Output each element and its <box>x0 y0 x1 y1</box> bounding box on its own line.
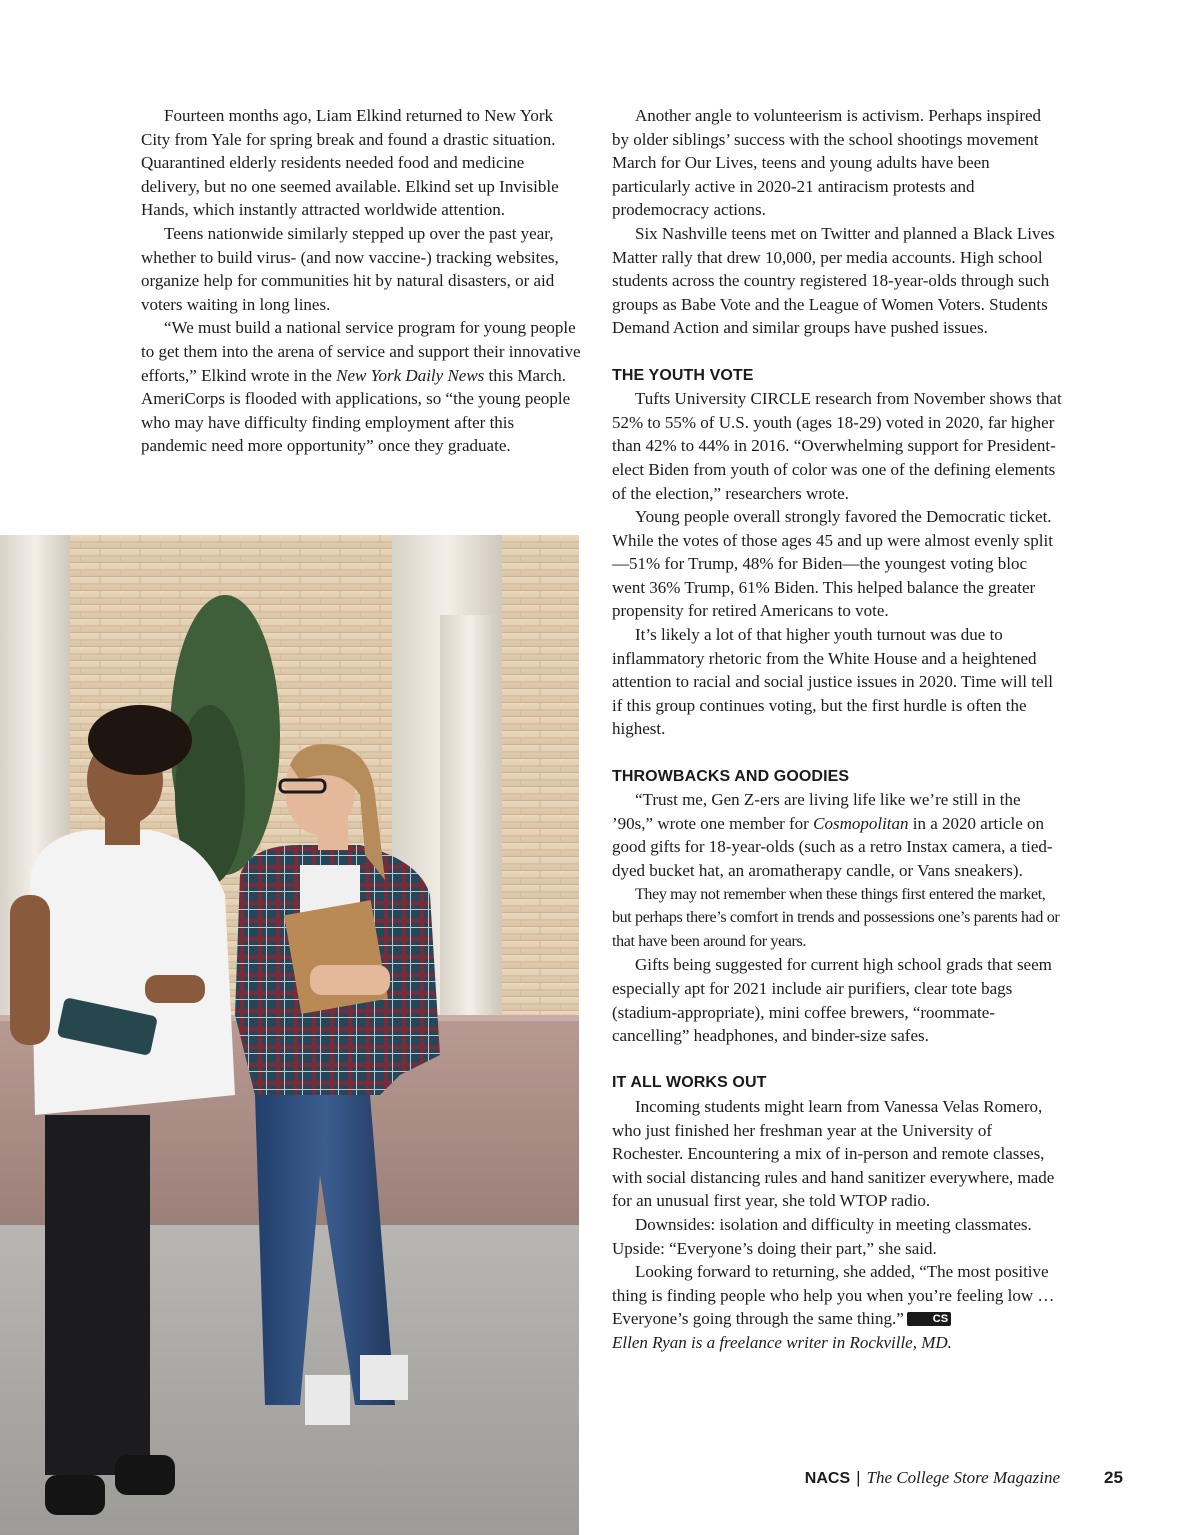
publication-name: New York Daily News <box>336 365 485 385</box>
page-footer <box>600 1467 1060 1490</box>
section-heading-throwbacks: THROWBACKS AND GOODIES <box>612 767 850 785</box>
paragraph-text: this March. AmeriCorps is flooded with applications, so “the young people who may have difficulty finding employment after this pandemic need more opportunity” once they graduate. <box>141 365 571 456</box>
end-mark-icon: CS <box>907 1312 951 1326</box>
section-heading-youth-vote: THE YOUTH VOTE <box>612 366 754 384</box>
footer-magazine-title: The College Store Magazine <box>866 1468 1060 1487</box>
paragraph: Young people overall strongly favored the Democratic ticket. While the votes of those ages 45 and up were almost evenly split—51% for Trump, 48% for Biden—the youngest voting bloc went 36% Trump, 61% Biden. This helped balance the greater propensity for retired Americans to vote. <box>612 507 1053 621</box>
paragraph: Gifts being suggested for current high school grads that seem especially apt for 2021 include air purifiers, clear tote bags (stadium-appropriate), mini coffee brewers, “roommate-cancelling” headphones, and binder-size safes. <box>612 955 1052 1046</box>
paragraph <box>612 788 1062 882</box>
paragraph: Downsides: isolation and difficulty in meeting classmates. Upside: “Everyone’s doing their part,” she said. <box>612 1214 1032 1258</box>
paragraph: Incoming students might learn from Vanessa Velas Romero, who just finished her freshman year at the University of Rochester. Encountering a mix of in-person and remote classes, with social distancing rules and hand sanitizer everywhere, made for an unusual first year, she told WTOP radio. <box>612 1096 1055 1211</box>
paragraph: Another angle to volunteerism is activism. Perhaps inspired by older siblings’ success with the school shootings movement March for Our Lives, teens and young adults have been particularly active in 2020-21 antiracism protests and prodemocracy actions. <box>612 106 1042 220</box>
paragraph-text: Looking forward to returning, she added, “The most positive thing is finding people who help you when you’re feeling low … Everyone’s going through the same thing.” <box>612 1262 1055 1329</box>
paragraph: Fourteen months ago, Liam Elkind returned to New York City from Yale for spring break and found a drastic situation. Quarantined elderly residents needed food and medicine delivery, but no one seemed available. Elkind set up Invisible Hands, which instantly attracted worldwide attention. <box>141 106 559 220</box>
publication-name: Cosmopolitan <box>813 813 909 833</box>
right-text-column <box>612 104 1062 1354</box>
left-text-column <box>141 104 584 458</box>
paragraph-text: “Trust me, Gen Z-ers are living life like we’re still in the ’90s,” wrote one member for <box>612 790 1021 833</box>
paragraph <box>141 316 584 458</box>
page-number: 25 <box>1104 1468 1123 1487</box>
students-photo <box>0 535 579 1535</box>
footer-brand: NACS <box>804 1470 851 1487</box>
paragraph: They may not remember when these things first entered the market, but perhaps there’s comfort in trends and possessions one’s parents had or that have been around for years. <box>612 885 1060 950</box>
paragraph-text: in a 2020 article on good gifts for 18-year-olds (such as a retro Instax camera, a tied-dyed bucket hat, an aromatherapy candle, or Vans sneakers). <box>612 813 1053 880</box>
section-heading-works-out: IT ALL WORKS OUT <box>612 1074 767 1092</box>
paragraph: Six Nashville teens met on Twitter and planned a Black Lives Matter rally that drew 10,000, per media accounts. High school students across the country registered 18-year-olds through such groups as Babe Vote and the League of Women Voters. Students Demand Action and similar groups have pushed issues. <box>612 223 1055 338</box>
paragraph-text: “We must build a national service program for young people to get them into the arena of service and support their innovative efforts,” Elkind wrote in the <box>141 318 581 385</box>
footer-separator: | <box>856 1468 861 1487</box>
paragraph: Teens nationwide similarly stepped up over the past year, whether to build virus- (and now vaccine-) tracking websites, organize help for communities hit by natural disasters, or aid voters waiting in long lines. <box>141 223 559 314</box>
author-byline: Ellen Ryan is a freelance writer in Rockville, MD. <box>612 1332 952 1352</box>
paragraph: Tufts University CIRCLE research from November shows that 52% to 55% of U.S. youth (ages 18-29) voted in 2020, far higher than 42% to 44% in 2016. “Overwhelming support for President-elect Biden from youth of color was one of the defining elements of the election,” researchers wrote. <box>612 389 1062 503</box>
paragraph: It’s likely a lot of that higher youth turnout was due to inflammatory rhetoric from the White House and a heightened attention to racial and social justice issues in 2020. Time will tell if this group continues voting, but the first hurdle is often the highest. <box>612 625 1053 739</box>
paragraph <box>612 1260 1062 1331</box>
